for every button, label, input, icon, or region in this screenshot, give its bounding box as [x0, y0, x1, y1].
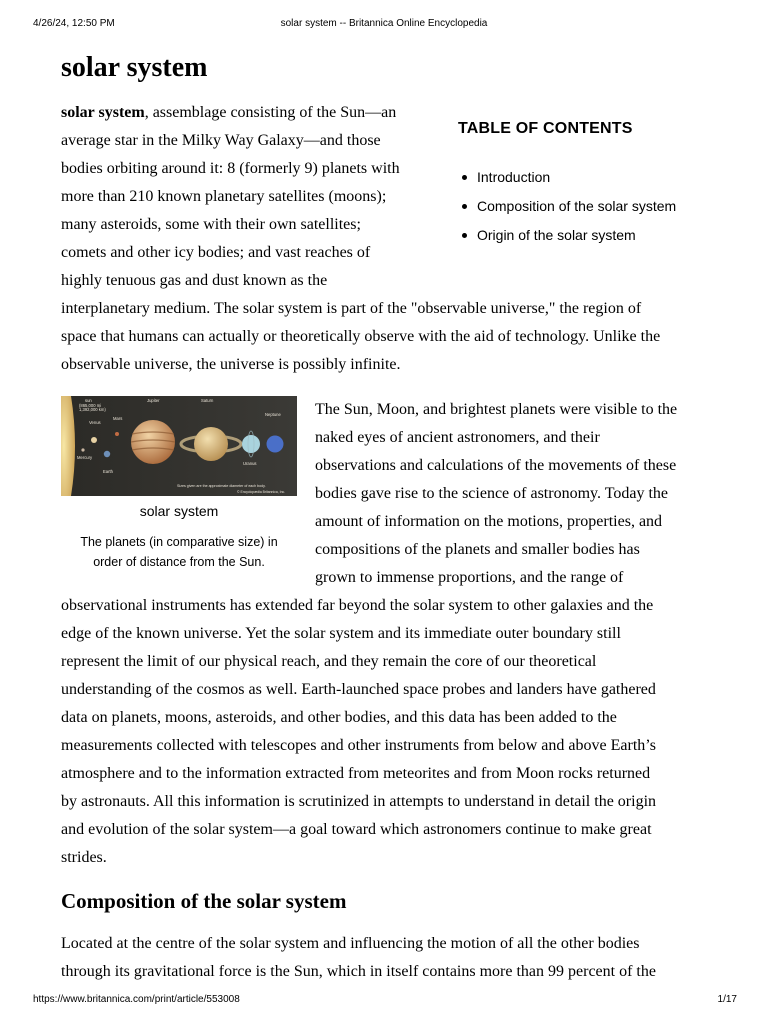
- paragraph-line: through its gravitational force is the Sun, which in itself contains more than 99 percent of the: [61, 963, 656, 980]
- caption-line: The planets (in comparative size) in: [80, 535, 278, 549]
- paragraph-line: observational instruments has extended far beyond the solar system to other galaxies and the: [61, 597, 654, 614]
- jupiter-shape: [131, 420, 175, 464]
- mercury-shape: [81, 448, 84, 451]
- paragraph-line: naked eyes of ancient astronomers, and their: [315, 429, 600, 446]
- uranus-shape: [242, 435, 260, 453]
- figure-title: solar system: [139, 503, 219, 519]
- paragraph-line: understanding of the cosmos as well. Earth-launched space probes and landers have gathered: [61, 681, 656, 698]
- caption-line: order of distance from the Sun.: [93, 555, 265, 569]
- saturn-shape: [194, 427, 228, 461]
- paragraph-line: interplanetary medium. The solar system is part of the "observable universe," the region of: [61, 300, 642, 317]
- paragraph-line: observations and calculations of the movements of these: [315, 457, 677, 474]
- sun-shape: [61, 396, 75, 496]
- paragraph-line: more than 210 known planetary satellites (moons);: [61, 188, 387, 205]
- paragraph-line: strides.: [61, 849, 107, 866]
- paragraph-line: observable universe, the universe is possibly infinite.: [61, 356, 401, 373]
- toc-heading: TABLE OF CONTENTS: [458, 120, 633, 137]
- solar-system-figure: [61, 396, 297, 572]
- svg-text:1,392,000 km): 1,392,000 km): [79, 407, 106, 412]
- mars-shape: [115, 432, 119, 436]
- paragraph-line: amount of information on the motions, properties, and: [315, 513, 663, 530]
- print-page-number: 1/17: [717, 994, 737, 1005]
- intro-term: solar system: [61, 104, 145, 121]
- paragraph-line: comets and other icy bodies; and vast reaches of: [61, 244, 371, 261]
- paragraph-line: grown to immense proportions, and the range of: [315, 569, 624, 586]
- print-page-title: solar system -- Britannica Online Encyclopedia: [280, 18, 488, 29]
- paragraph-line: by astronauts. All this information is scrutinized in attempts to understand in detail the origin: [61, 793, 657, 810]
- paragraph-line: represent the limit of our physical reach, and they remain the core of our theoretical: [61, 653, 597, 670]
- svg-text:Saturn: Saturn: [201, 398, 214, 403]
- print-datetime: 4/26/24, 12:50 PM: [33, 18, 115, 29]
- section-heading: Composition of the solar system: [61, 889, 347, 913]
- figure-caption: [61, 532, 297, 572]
- svg-text:Earth: Earth: [103, 469, 114, 474]
- article-title: solar system: [61, 52, 208, 83]
- paragraph-line: measurements collected with telescopes and other instruments from below and above Earth’s: [61, 737, 656, 754]
- svg-text:Mars: Mars: [113, 416, 123, 421]
- toc-link-composition[interactable]: Composition of the solar system: [477, 198, 677, 214]
- svg-text:Sizes given are the approximat: Sizes given are the approximate diameter of each body.: [177, 484, 266, 488]
- solar-system-image[interactable]: [61, 396, 297, 496]
- print-header: [0, 18, 768, 32]
- svg-text:Neptune: Neptune: [265, 412, 281, 417]
- neptune-shape: [267, 436, 284, 453]
- paragraph-line: space that humans can actually or theoretically observe with the aid of technology. Unlike the: [61, 328, 661, 345]
- svg-text:© Encyclopædia Britannica, Inc: © Encyclopædia Britannica, Inc.: [237, 490, 286, 494]
- svg-text:Jupiter: Jupiter: [147, 398, 160, 403]
- venus-shape: [91, 437, 97, 443]
- svg-text:Uranus: Uranus: [243, 461, 257, 466]
- paragraph-line: edge of the known universe. Yet the solar system and its immediate outer boundary still: [61, 625, 621, 642]
- paragraph-line: compositions of the planets and smaller bodies has: [315, 541, 640, 558]
- paragraph-line: and evolution of the solar system—a goal toward which astronomers continue to make great: [61, 821, 652, 838]
- paragraph-line: atmosphere and to the information extracted from meteorites and from Moon rocks returned: [61, 765, 651, 782]
- paragraph-line: bodies gave rise to the science of astronomy. Today the: [315, 485, 668, 502]
- body-paragraph-wrap: [315, 396, 677, 592]
- svg-text:Venus: Venus: [89, 420, 101, 425]
- svg-text:(865,000 mi: (865,000 mi: [79, 403, 102, 408]
- paragraph-line: Located at the centre of the solar system and influencing the motion of all the other bodies: [61, 935, 640, 952]
- print-url: https://www.britannica.com/print/article/553008: [33, 994, 240, 1005]
- paragraph-line: data on planets, moons, asteroids, and other bodies, and this data has been added to the: [61, 709, 617, 726]
- composition-paragraph: [61, 930, 656, 986]
- paragraph-line: The Sun, Moon, and brightest planets were visible to the: [315, 401, 678, 418]
- paragraph-line: solar system, assemblage consisting of the Sun—an: [61, 104, 397, 121]
- body-paragraph-full: [61, 592, 656, 872]
- svg-text:sun: sun: [85, 398, 92, 403]
- toc-link-introduction[interactable]: Introduction: [477, 169, 551, 185]
- paragraph-line: average star in the Milky Way Galaxy—and those: [61, 132, 381, 149]
- earth-shape: [104, 451, 110, 457]
- svg-text:Mercury: Mercury: [77, 455, 93, 460]
- paragraph-line: highly tenuous gas and dust known as the: [61, 272, 328, 289]
- print-footer: [0, 994, 768, 1008]
- toc-link-origin[interactable]: Origin of the solar system: [477, 227, 636, 243]
- paragraph-line: many asteroids, some with their own satellites;: [61, 216, 361, 233]
- paragraph-line: bodies orbiting around it: 8 (formerly 9) planets with: [61, 160, 400, 177]
- intro-paragraph: [61, 99, 660, 379]
